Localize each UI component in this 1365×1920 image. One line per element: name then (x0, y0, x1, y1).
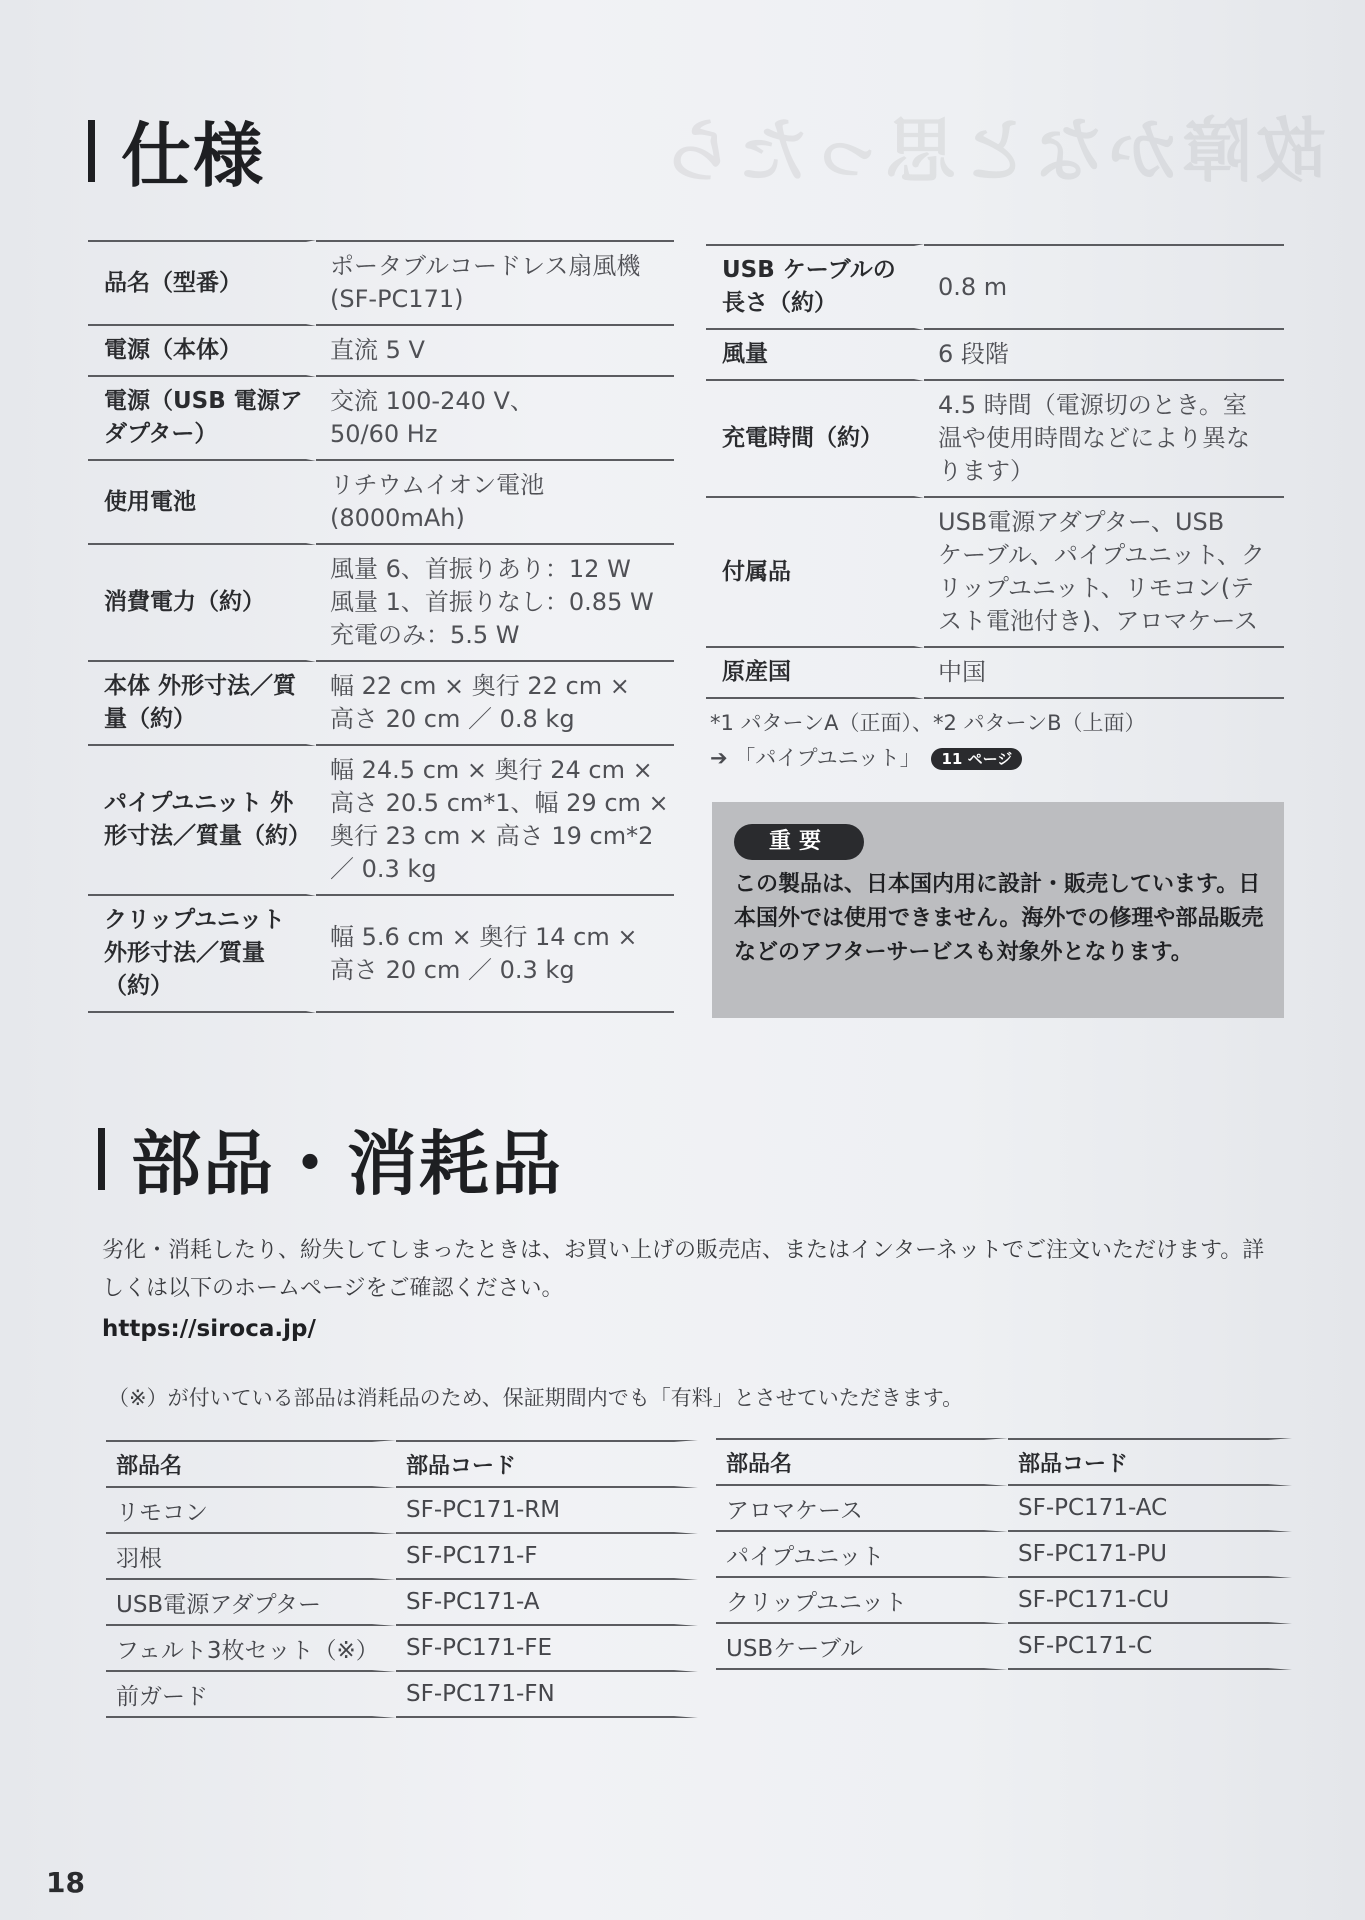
page-number: 18 (46, 1866, 85, 1899)
spec-value-line: 幅 5.6 cm × 奥行 14 cm × (330, 922, 638, 951)
spec-value-line: 幅 22 cm × 奥行 22 cm × (330, 672, 630, 700)
spec-row (88, 662, 674, 746)
part-code: SF-PC171-FE (396, 1626, 698, 1672)
spec-value-line: 高さ 20.5 cm*1、幅 29 cm × (330, 789, 669, 817)
parts-title: 部品・消耗品 (131, 1123, 563, 1205)
spec-value-line: 充電のみ：5.5 W (330, 621, 520, 649)
consumables-note: （※）が付いている部品は消耗品のため、保証期間内でも「有料」とさせていただきます。 (108, 1386, 964, 1410)
spec-row (706, 381, 1284, 498)
parts-row (106, 1672, 698, 1718)
parts-row (716, 1486, 1292, 1532)
spec-value-line: (8000mAh) (330, 504, 465, 532)
part-code: SF-PC171-C (1008, 1624, 1292, 1670)
parts-header-row (716, 1438, 1292, 1486)
spec-row (88, 461, 674, 545)
spec-value-line: 4.5 時間（電源切のとき。室 (938, 391, 1247, 419)
spec-label: 品名（型番） (88, 240, 316, 326)
parts-header-row (106, 1440, 698, 1488)
spec-value-line: 6 段階 (938, 340, 1009, 368)
spec-row (706, 330, 1284, 381)
spec-value-line: USB電源アダプター、USB (938, 508, 1225, 536)
part-code: SF-PC171-AC (1008, 1486, 1292, 1532)
reference-text: 「パイプユニット」 (734, 746, 921, 770)
spec-value-line: 風量 1、首振りなし：0.85 W (330, 588, 654, 616)
heading-bar (98, 1128, 105, 1190)
spec-row (706, 244, 1284, 330)
spec-value (924, 381, 1284, 498)
spec-value-line: 中国 (938, 658, 986, 686)
spec-value (316, 240, 674, 326)
spec-value (924, 648, 1284, 699)
spec-value (316, 545, 674, 662)
spec-value (316, 746, 674, 896)
spec-value-line: 風量 6、首振りあり：12 W (330, 555, 631, 583)
spec-row (706, 648, 1284, 699)
parts-heading (98, 1108, 563, 1209)
part-code: SF-PC171-PU (1008, 1532, 1292, 1578)
parts-row (106, 1580, 698, 1626)
spec-value-line: 0.8 m (938, 272, 1008, 301)
part-name: フェルト3枚セット（※） (106, 1626, 396, 1672)
spec-notes (710, 706, 1146, 776)
page-reference (710, 741, 1146, 776)
part-name: USB電源アダプター (106, 1580, 396, 1626)
spec-value-line: (SF-PC171) (330, 285, 464, 313)
parts-table-left (106, 1440, 698, 1718)
important-tag: 重要 (734, 824, 864, 860)
spec-label: 本体 外形寸法／質量（約） (88, 662, 316, 746)
spec-value-line: 奥行 23 cm × 高さ 19 cm*2 (330, 822, 654, 850)
parts-table-right (716, 1438, 1292, 1670)
pattern-footnote: *1 パターンA（正面）、*2 パターンB（上面） (710, 711, 1146, 735)
parts-row (106, 1534, 698, 1580)
spec-row (88, 240, 674, 326)
spec-label: 使用電池 (88, 461, 316, 545)
part-name: パイプユニット (716, 1532, 1008, 1578)
spec-value-line: ります） (938, 457, 1034, 485)
spec-table-left (88, 240, 674, 1013)
part-code-header: 部品コード (396, 1440, 698, 1488)
spec-row (88, 377, 674, 461)
spec-value (316, 896, 674, 1013)
spec-label: パイプユニット 外形寸法／質量（約） (88, 746, 316, 896)
spec-value-line: 幅 24.5 cm × 奥行 24 cm × (330, 756, 653, 784)
part-name-header: 部品名 (106, 1440, 396, 1488)
part-code: SF-PC171-RM (396, 1488, 698, 1534)
part-name: 前ガード (106, 1672, 396, 1718)
parts-row (716, 1532, 1292, 1578)
part-code: SF-PC171-F (396, 1534, 698, 1580)
spec-heading (88, 100, 265, 201)
spec-value (316, 326, 674, 377)
spec-value-line: 直流 5 V (330, 336, 425, 364)
parts-row (106, 1488, 698, 1534)
parts-row (106, 1626, 698, 1672)
heading-bar (88, 120, 95, 182)
part-name-header: 部品名 (716, 1438, 1008, 1486)
spec-value (924, 244, 1284, 330)
spec-value (316, 461, 674, 545)
part-name: 羽根 (106, 1534, 396, 1580)
part-name: USBケーブル (716, 1624, 1008, 1670)
important-notice (712, 802, 1284, 1018)
spec-value (316, 377, 674, 461)
spec-value-line: 50/60 Hz (330, 420, 438, 448)
page-ref-badge: 11 ページ (931, 748, 1022, 770)
spec-label: 電源（USB 電源アダプター） (88, 377, 316, 461)
bleed-through-text: 故障かなと思ったら (660, 110, 1326, 192)
part-name: クリップユニット (716, 1578, 1008, 1624)
spec-value (316, 662, 674, 746)
spec-value-line: リチウムイオン電池 (330, 471, 545, 499)
spec-value-line: 交流 100-240 V、 (330, 387, 534, 415)
spec-value (924, 498, 1284, 648)
arrow-icon: ➔ (710, 746, 728, 770)
spec-label: 付属品 (706, 498, 924, 648)
spec-label: 充電時間（約） (706, 381, 924, 498)
spec-value-line: ／ 0.3 kg (330, 855, 437, 883)
spec-row (88, 896, 674, 1013)
spec-value-line: ケーブル、パイプユニット、ク (938, 541, 1265, 569)
spec-label: クリップユニット 外形寸法／質量（約） (88, 896, 316, 1013)
spec-value-line: 高さ 20 cm ／ 0.3 kg (330, 955, 575, 984)
parts-intro: 劣化・消耗したり、紛失してしまったときは、お買い上げの販売店、またはインターネットでご注文いただけます。詳しくは以下のホームページをご確認ください。 (102, 1238, 1265, 1301)
spec-row (88, 545, 674, 662)
spec-label: 原産国 (706, 648, 924, 699)
part-code: SF-PC171-CU (1008, 1578, 1292, 1624)
part-code: SF-PC171-A (396, 1580, 698, 1626)
spec-value-line: ポータブルコードレス扇風機 (330, 252, 641, 280)
part-code: SF-PC171-FN (396, 1672, 698, 1718)
spec-row (706, 498, 1284, 648)
parts-row (716, 1624, 1292, 1670)
spec-title: 仕様 (121, 115, 265, 197)
part-name: アロマケース (716, 1486, 1008, 1532)
part-code-header: 部品コード (1008, 1438, 1292, 1486)
spec-row (88, 326, 674, 377)
parts-row (716, 1578, 1292, 1624)
spec-table-right (706, 244, 1284, 699)
important-body: この製品は、日本国内用に設計・販売しています。日本国外では使用できません。海外での修理や部品販売などのアフターサービスも対象外となります。 (734, 872, 1264, 965)
spec-label: 風量 (706, 330, 924, 381)
siroca-link[interactable]: https://siroca.jp/ (102, 1316, 316, 1342)
spec-label: 電源（本体） (88, 326, 316, 377)
spec-value-line: 高さ 20 cm ／ 0.8 kg (330, 705, 575, 733)
spec-value-line: 温や使用時間などにより異な (938, 424, 1250, 452)
spec-value-line: リップユニット、リモコン(テ (938, 574, 1255, 602)
spec-row (88, 746, 674, 896)
spec-label: 消費電力（約） (88, 545, 316, 662)
spec-label: USB ケーブルの長さ（約） (706, 244, 924, 330)
spec-value-line: スト電池付き)、アロマケース (938, 607, 1259, 635)
spec-value (924, 330, 1284, 381)
part-name: リモコン (106, 1488, 396, 1534)
